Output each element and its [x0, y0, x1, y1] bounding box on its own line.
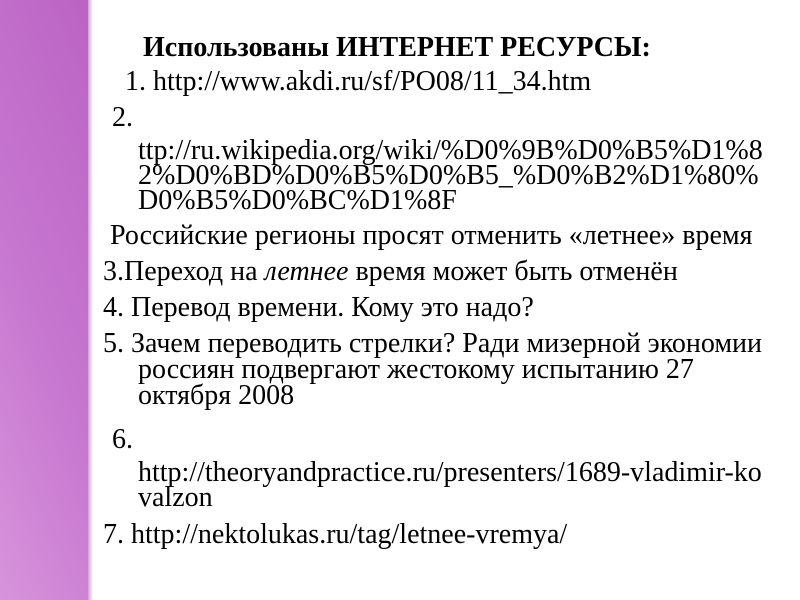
resource-item-3-prefix: 3.Переход на	[103, 256, 265, 287]
accent-bar-edge	[88, 0, 93, 600]
resource-item-3-suffix: время может быть отменён	[348, 256, 678, 287]
resource-item-4: 4. Перевод времени. Кому это надо?	[103, 292, 534, 323]
resource-item-2	[103, 102, 763, 216]
resource-item-7: 7. http://nektolukas.ru/tag/letnee-vremya/	[103, 519, 568, 550]
resource-item-3	[103, 256, 763, 287]
resource-item-6-url: http://theoryandpractice.ru/presenters/1689-vladimir-kovalzon	[138, 457, 762, 513]
slide-content	[103, 33, 763, 548]
resource-item-6	[103, 424, 763, 513]
resource-item-5: 5. Зачем переводить стрелки? Ради мизерной экономии россиян подвергают жестокому испытанию 27 октября 2008	[103, 328, 763, 411]
resource-item-6-number: 6.	[112, 424, 133, 455]
resource-item-regions: Российские регионы просят отменить «летнее» время	[110, 220, 753, 251]
resource-item-2-url: ttp://ru.wikipedia.org/wiki/%D0%9B%D0%B5%D1%82%D0%BD%D0%B5%D0%B5_%D0%B2%D1%80%D0%B5%D0%BC%D1%8F	[138, 135, 763, 216]
resource-item-2-number: 2.	[112, 102, 133, 133]
resource-item-1: 1. http://www.akdi.ru/sf/PO08/11_34.htm	[125, 66, 592, 97]
accent-bar	[0, 0, 88, 600]
slide-title: Использованы ИНТЕРНЕТ РЕСУРСЫ:	[143, 32, 651, 63]
resource-item-3-italic: летнее	[264, 256, 349, 287]
resource-list	[103, 66, 763, 550]
